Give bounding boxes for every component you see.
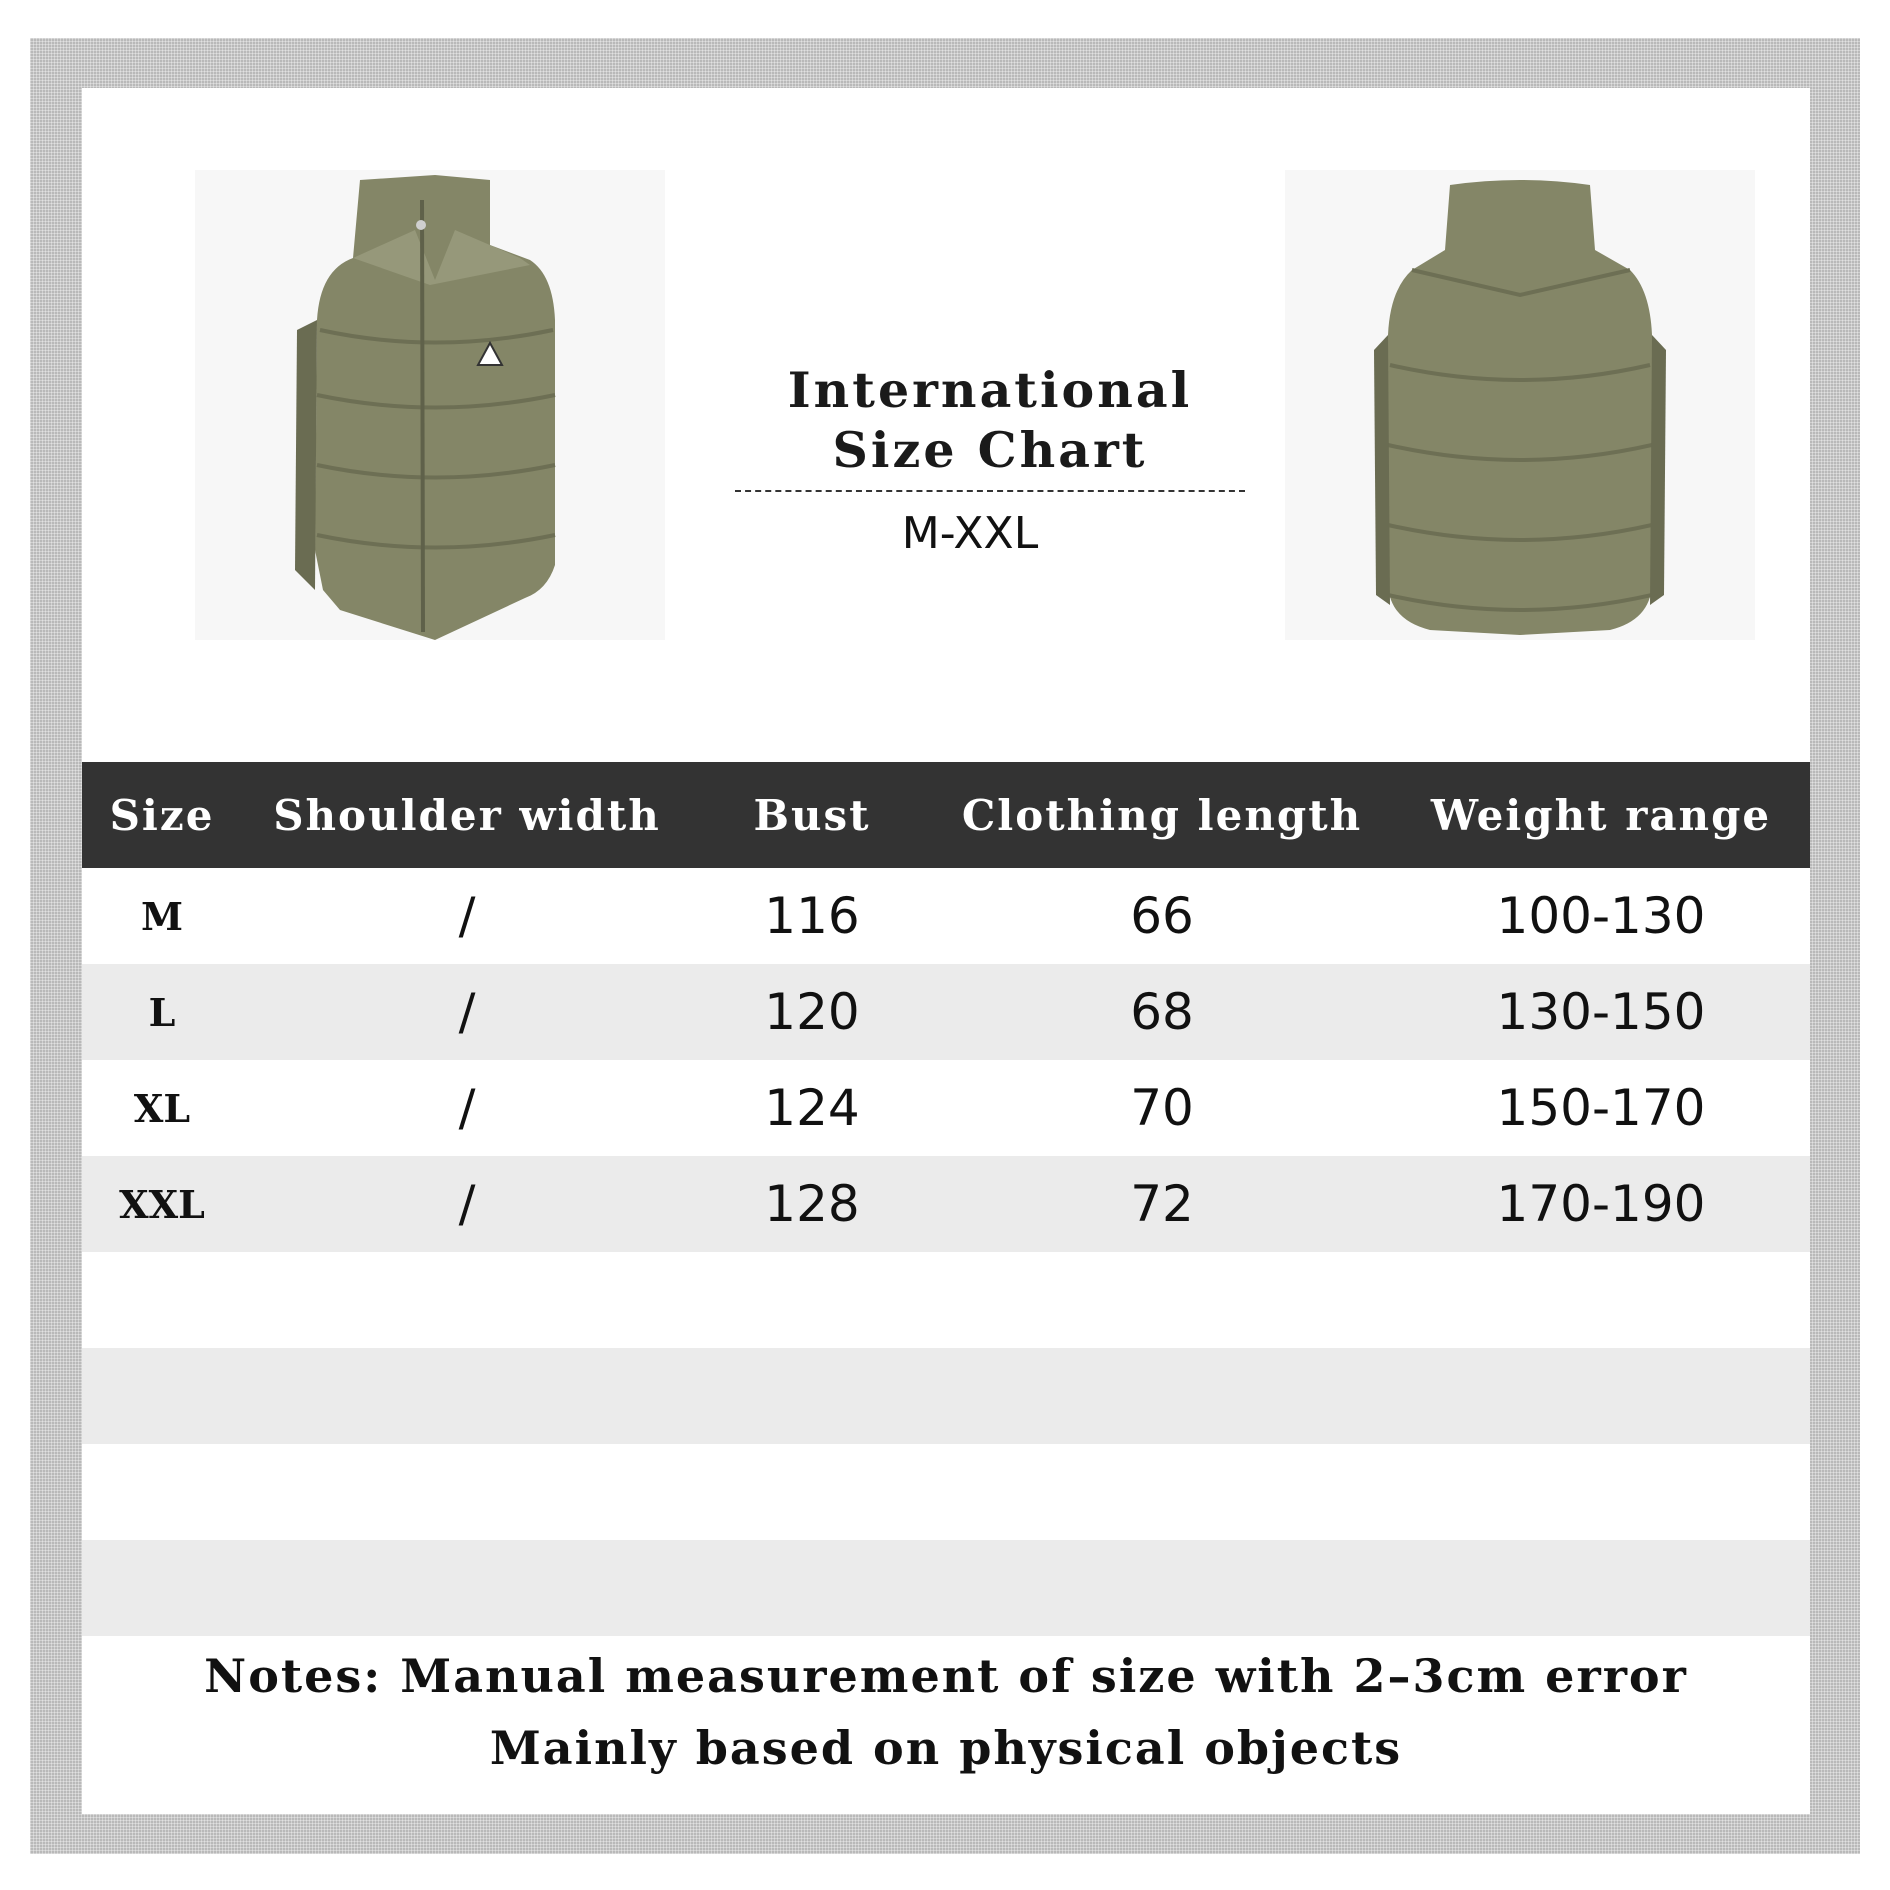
size-table [82,762,1810,1636]
empty-table-row [82,1444,1810,1540]
cell-bust: 116 [764,887,860,945]
empty-table-row [82,1252,1810,1348]
cell-clothing-length: 66 [1130,887,1194,945]
title-block [735,360,1245,559]
cell-clothing-length: 72 [932,1156,1392,1252]
header-clothing-length: Clothing length [932,762,1392,868]
cell-clothing-length: 68 [932,964,1392,1060]
header-weight-range: Weight range [1392,762,1810,868]
cell-bust: 128 [692,1156,932,1252]
notes-line-1: Notes: Manual measurement of size with 2–3cm error [204,1649,1688,1703]
table-row [82,964,1810,1060]
cell-shoulder-width: / [242,964,692,1060]
table-row [82,868,1810,964]
table-header-row [82,762,1810,868]
cell-bust: 124 [764,1079,860,1137]
size-range: M-XXL [901,508,1039,559]
title-line-2: Size Chart [832,421,1148,479]
cell-weight-range: 170-190 [1392,1156,1810,1252]
header-shoulder-width: Shoulder width [242,762,692,868]
table-row [82,1060,1810,1156]
cell-size: M [140,893,184,939]
notes-block [82,1640,1810,1784]
header-size: Size [82,762,242,868]
dashed-divider [735,490,1245,492]
cell-weight-range: 130-150 [1392,964,1810,1060]
cell-shoulder-width: / [458,1079,476,1137]
title-line-1: International [787,361,1193,419]
vest-front-image [285,170,575,640]
table-row [82,1156,1810,1252]
vest-back-image [1370,175,1670,645]
header-bust: Bust [692,762,932,868]
cell-bust: 120 [692,964,932,1060]
empty-table-row [82,1540,1810,1636]
empty-table-row [82,1348,1810,1444]
cell-size: L [82,964,242,1060]
cell-weight-range: 150-170 [1496,1079,1706,1137]
notes-line-2: Mainly based on physical objects [489,1721,1403,1775]
cell-clothing-length: 70 [1130,1079,1194,1137]
cell-size: XL [133,1085,191,1131]
cell-size: XXL [82,1156,242,1252]
cell-shoulder-width: / [242,1156,692,1252]
cell-shoulder-width: / [458,887,476,945]
cell-weight-range: 100-130 [1496,887,1706,945]
